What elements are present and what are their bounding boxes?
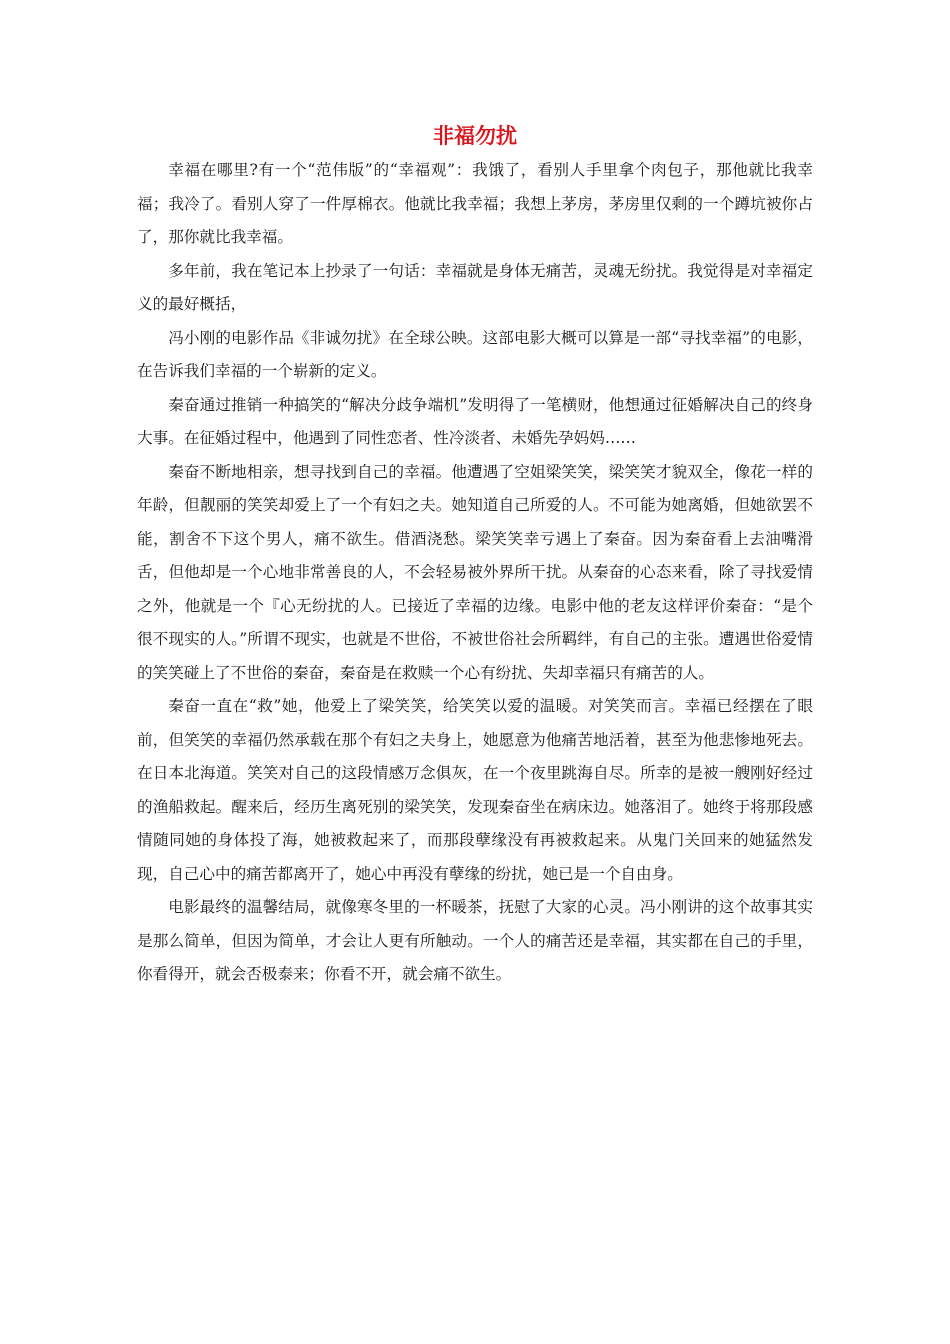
paragraph-1: 幸福在哪里?有一个“范伟版”的“幸福观”：我饿了，看别人手里拿个肉包子，那他就比我幸福；我冷了。看别人穿了一件厚棉衣。他就比我幸福；我想上茅房，茅房里仅剩的一个蹲坑被你占了，那你就比我幸福。 (137, 161, 813, 246)
document-title: 非福勿扰 (433, 124, 517, 148)
paragraph-5: 秦奋不断地相亲，想寻找到自己的幸福。他遭遇了空姐梁笑笑，梁笑笑才貌双全，像花一样的年龄，但靓丽的笑笑却爱上了一个有妇之夫。她知道自己所爱的人。不可能为她离婚，但她欲罢不能，割舍不下这个男人，痛不欲生。借酒浇愁。梁笑笑幸亏遇上了秦奋。因为秦奋看上去油嘴滑舌，但他却是一个心地非常善良的人，不会轻易被外界所干扰。从秦奋的心态来看，除了寻找爱情之外，他就是一个『心无纷扰的人。已接近了幸福的边缘。电影中他的老友这样评价秦奋：“是个很不现实的人。”所谓不现实，也就是不世俗，不被世俗社会所羁绊，有自己的主张。遭遇世俗爱情的笑笑碰上了不世俗的秦奋，秦奋是在救赎一个心有纷扰、失却幸福只有痛苦的人。 (137, 462, 813, 682)
paragraph-3: 冯小刚的电影作品《非诚勿扰》在全球公映。这部电影大概可以算是一部“寻找幸福”的电影，在告诉我们幸福的一个崭新的定义。 (137, 328, 813, 380)
paragraph-4: 秦奋通过推销一种搞笑的“解决分歧争端机”发明得了一笔横财，他想通过征婚解决自己的终身大事。在征婚过程中，他遇到了同性恋者、性冷淡者、未婚先孕妈妈…… (137, 395, 813, 447)
paragraph-7: 电影最终的温馨结局，就像寒冬里的一杯暖茶，抚慰了大家的心灵。冯小刚讲的这个故事其实是那么简单，但因为简单，才会让人更有所触动。一个人的痛苦还是幸福，其实都在自己的手里，你看得开，就会否极泰来；你看不开，就会痛不欲生。 (137, 898, 813, 983)
paragraph-6: 秦奋一直在“救”她，他爱上了梁笑笑，给笑笑以爱的温暖。对笑笑而言。幸福已经摆在了眼前，但笑笑的幸福仍然承载在那个有妇之夫身上，她愿意为他痛苦地活着，甚至为他悲惨地死去。在日本北海道。笑笑对自己的这段情感万念俱灰，在一个夜里跳海自尽。所幸的是被一艘刚好经过的渔船救起。醒来后，经历生离死别的梁笑笑，发现秦奋坐在病床边。她落泪了。她终于将那段感情随同她的身体投了海，她被救起来了，而那段孽缘没有再被救起来。从鬼门关回来的她猛然发现，自己心中的痛苦都离开了，她心中再没有孽缘的纷扰，她已是一个自由身。 (137, 697, 813, 883)
paragraph-2: 多年前，我在笔记本上抄录了一句话：幸福就是身体无痛苦，灵魂无纷扰。我觉得是对幸福定义的最好概括， (137, 261, 813, 313)
document-page (137, 118, 813, 992)
